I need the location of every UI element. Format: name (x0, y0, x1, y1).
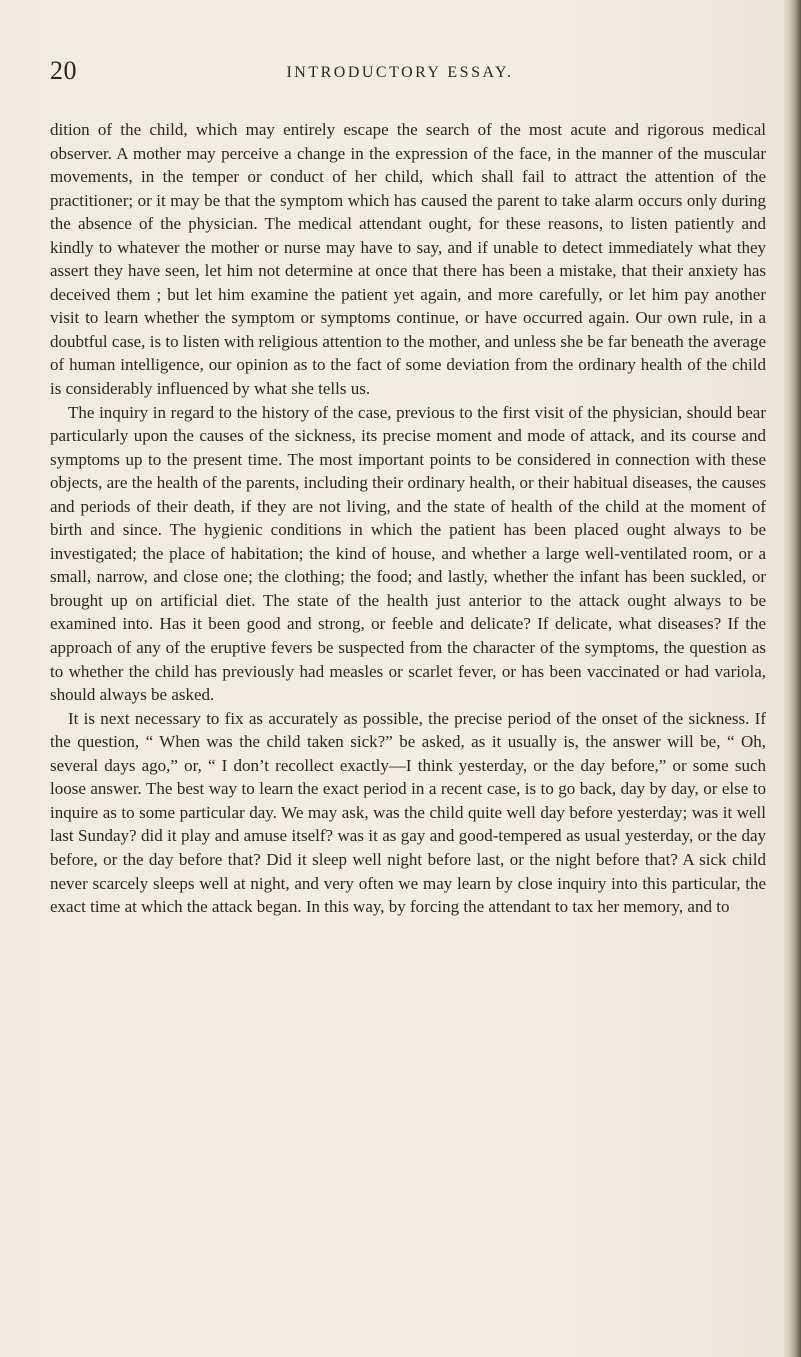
body-text (50, 118, 766, 919)
running-head: INTRODUCTORY ESSAY. (286, 64, 514, 81)
paragraph: dition of the child, which may entirely escape the search of the most acute and rigorous medical observer. A mother may perceive a change in the expression of the face, in the manner of the muscular movements, in the temper or conduct of her child, which shall fail to attract the attention of the practitioner; or it may be that the symptom which has caused the parent to take alarm occurs only during the absence of the physician. The medical attendant ought, for these reasons, to listen patiently and kindly to whatever the mother or nurse may have to say, and if unable to detect immediately what they assert they have seen, let him not determine at once that there has been a mistake, that their anxiety has deceived them ; but let him examine the patient yet again, and more carefully, or let him pay another visit to learn whether the symptom or symptoms continue, or have occurred again. Our own rule, in a doubtful case, is to listen with religious attention to the mother, and unless she be far beneath the average of human intelligence, our opinion as to the fact of some deviation from the ordinary health of the child is considerably influenced by what she tells us. (50, 120, 766, 399)
paragraph: It is next necessary to fix as accurately as possible, the precise period of the onset of the sickness. If the question, “ When was the child taken sick?” be asked, as it usually is, the answer will be, “ Oh, several days ago,” or, “ I don’t recollect exactly—I think yesterday, or the day before,” or some such loose answer. The best way to learn the exact period in a recent case, is to go back, day by day, or else to inquire as to some particular day. We may ask, was the child quite well day before yesterday; was it well last Sunday? did it play and amuse itself? was it as gay and good-tempered as usual yesterday, or the day before, or the day before that? Did it sleep well night before last, or the night before that? A sick child never scarcely sleeps well at night, and very often we may learn by close inquiry into this particular, the exact time at which the attack began. In this way, by forcing the attendant to tax her memory, and to (50, 708, 766, 917)
page-number: 20 (50, 56, 77, 85)
paragraph: The inquiry in regard to the history of the case, previous to the first visit of the physician, should bear particularly upon the causes of the sickness, its precise moment and mode of attack, and its course and symptoms up to the present time. The most important points to be considered in connection with these objects, are the health of the parents, including their ordinary health, or their habitual diseases, the causes and periods of their death, if they are not living, and the state of health of the child at the moment of birth and since. The hygienic conditions in which the patient has been placed ought always to be investigated; the place of habitation; the kind of house, and whether a large well-ventilated room, or a small, narrow, and close one; the clothing; the food; and lastly, whether the infant has been suckled, or brought up on artificial diet. The state of the health just anterior to the attack ought always to be examined into. Has it been good and strong, or feeble and delicate? If delicate, what diseases? If the approach of any of the eruptive fevers be suspected from the character of the symptoms, the question as to whether the child has previously had measles or scarlet fever, or has been vaccinated or had variola, should always be asked. (50, 402, 766, 705)
page-edge (789, 0, 801, 1357)
page-header (50, 56, 750, 90)
